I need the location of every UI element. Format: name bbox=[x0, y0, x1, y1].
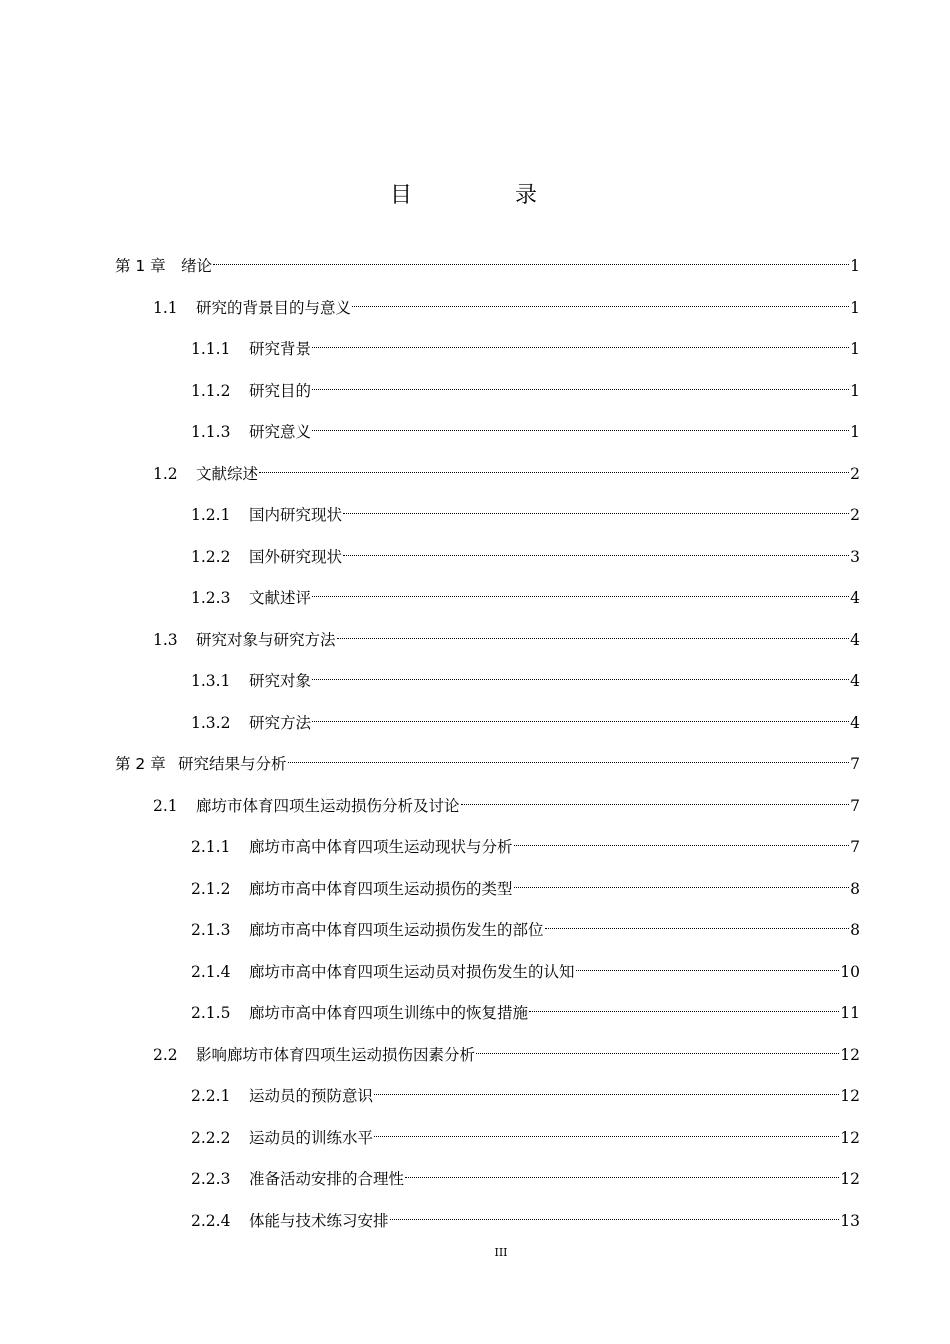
toc-entry[interactable] bbox=[191, 660, 860, 690]
page-number-footer: III bbox=[494, 1246, 508, 1259]
toc-entry-number: 1.3.2 bbox=[191, 713, 231, 732]
toc-entry-number: 1.3 bbox=[153, 630, 178, 649]
toc-entry-page: 4 bbox=[850, 630, 860, 649]
toc-dot-leader bbox=[461, 785, 850, 811]
toc-entry[interactable] bbox=[153, 785, 860, 815]
toc-entry-title: 国内研究现状 bbox=[249, 506, 343, 524]
toc-entry-number: 2.2.3 bbox=[191, 1170, 231, 1188]
toc-entry-title: 研究背景 bbox=[249, 340, 312, 358]
toc-dot-leader bbox=[405, 1158, 839, 1184]
toc-entry-page: 12 bbox=[840, 1170, 860, 1188]
toc-dot-leader bbox=[390, 1200, 840, 1226]
toc-dot-leader bbox=[312, 370, 849, 396]
toc-title: 目 录 bbox=[390, 183, 585, 208]
toc-dot-leader bbox=[312, 577, 849, 603]
toc-entry-title: 绪论 bbox=[181, 257, 213, 275]
toc-entry-page: 12 bbox=[840, 1087, 860, 1105]
toc-entry-number: 第 2 章 bbox=[115, 755, 166, 773]
toc-entry[interactable] bbox=[115, 743, 860, 773]
toc-entry-title: 影响廊坊市体育四项生运动损伤因素分析 bbox=[196, 1045, 476, 1064]
toc-entry-title: 体能与技术练习安排 bbox=[249, 1211, 389, 1230]
toc-entry-title: 廊坊市高中体育四项生运动现状与分析 bbox=[249, 838, 513, 856]
toc-entry-page: 4 bbox=[850, 589, 860, 607]
toc-entry-title: 廊坊市高中体育四项生运动损伤的类型 bbox=[249, 879, 513, 898]
toc-entry[interactable] bbox=[153, 1034, 860, 1064]
toc-entry-title: 廊坊市高中体育四项生运动损伤发生的部位 bbox=[249, 921, 544, 939]
toc-entry-number: 1.2.2 bbox=[191, 547, 231, 566]
toc-entry-number: 1.2 bbox=[153, 464, 178, 483]
toc-entry[interactable] bbox=[191, 1117, 860, 1147]
toc-entry-number: 2.1.3 bbox=[191, 921, 231, 939]
toc-entry-title: 研究对象 bbox=[249, 672, 312, 690]
toc-entry[interactable] bbox=[191, 826, 860, 856]
toc-dot-leader bbox=[337, 619, 850, 645]
toc-dot-leader bbox=[343, 494, 849, 520]
toc-entry-page: 2 bbox=[850, 506, 860, 524]
toc-entry-page: 1 bbox=[850, 298, 860, 317]
toc-entry-title: 研究目的 bbox=[249, 381, 312, 400]
toc-entry-page: 1 bbox=[850, 257, 860, 275]
toc-entry-number: 2.2 bbox=[153, 1045, 178, 1064]
toc-dot-leader bbox=[312, 411, 849, 437]
toc-entry[interactable] bbox=[191, 702, 860, 732]
toc-dot-leader bbox=[514, 826, 850, 852]
toc-entry[interactable] bbox=[191, 536, 860, 566]
toc-entry-title: 廊坊市高中体育四项生运动员对损伤发生的认知 bbox=[249, 962, 575, 981]
toc-entry-page: 4 bbox=[850, 672, 860, 690]
toc-entry[interactable] bbox=[191, 577, 860, 607]
toc-entry[interactable] bbox=[191, 328, 860, 358]
toc-entry-number: 第 1 章 bbox=[115, 257, 166, 275]
toc-entry-page: 7 bbox=[850, 838, 860, 856]
toc-dot-leader bbox=[259, 453, 849, 479]
toc-entry-page: 8 bbox=[850, 879, 860, 898]
toc-entry[interactable] bbox=[153, 287, 860, 317]
toc-entry-title: 廊坊市体育四项生运动损伤分析及讨论 bbox=[196, 796, 460, 815]
toc-entry-number: 1.1.2 bbox=[191, 381, 231, 400]
toc-entry-title: 研究结果与分析 bbox=[178, 755, 287, 773]
toc-entry[interactable] bbox=[191, 992, 860, 1022]
toc-entry[interactable] bbox=[153, 453, 860, 483]
toc-entry-page: 8 bbox=[850, 921, 860, 939]
toc-entry-number: 1.2.1 bbox=[191, 506, 231, 524]
toc-dot-leader bbox=[374, 1075, 839, 1101]
toc-entry-page: 2 bbox=[850, 464, 860, 483]
toc-dot-leader bbox=[213, 245, 849, 271]
toc-entry-title: 研究方法 bbox=[249, 713, 312, 732]
toc-entry-title: 研究对象与研究方法 bbox=[196, 630, 336, 649]
toc-dot-leader bbox=[374, 1117, 839, 1143]
toc-entry-page: 13 bbox=[840, 1211, 860, 1230]
toc-entry-title: 国外研究现状 bbox=[249, 547, 343, 566]
toc-entry-number: 2.1.1 bbox=[191, 838, 231, 856]
toc-entry-page: 12 bbox=[840, 1128, 860, 1147]
toc-dot-leader bbox=[476, 1034, 839, 1060]
toc-entry[interactable] bbox=[191, 1075, 860, 1105]
toc-entry-number: 1.3.1 bbox=[191, 672, 231, 690]
toc-dot-leader bbox=[352, 287, 849, 313]
toc-entry-title: 文献综述 bbox=[196, 464, 259, 483]
toc-entry-page: 10 bbox=[840, 962, 860, 981]
toc-entry-number: 2.1.5 bbox=[191, 1004, 231, 1022]
toc-entry[interactable] bbox=[191, 1200, 860, 1230]
toc-entry-title: 廊坊市高中体育四项生训练中的恢复措施 bbox=[249, 1004, 529, 1022]
toc-dot-leader bbox=[529, 992, 839, 1018]
toc-entry[interactable] bbox=[191, 909, 860, 939]
toc-entry-page: 1 bbox=[850, 381, 860, 400]
toc-entry-page: 3 bbox=[850, 547, 860, 566]
toc-dot-leader bbox=[288, 743, 850, 769]
toc-entry[interactable] bbox=[191, 951, 860, 981]
toc-entry-page: 7 bbox=[850, 755, 860, 773]
toc-entry-number: 1.1 bbox=[153, 298, 178, 317]
toc-entry-number: 2.2.2 bbox=[191, 1128, 231, 1147]
toc-entry-title: 准备活动安排的合理性 bbox=[249, 1170, 405, 1188]
toc-entry-title: 运动员的训练水平 bbox=[249, 1128, 374, 1147]
toc-entry[interactable] bbox=[191, 494, 860, 524]
toc-dot-leader bbox=[545, 909, 850, 935]
toc-entry-page: 1 bbox=[850, 423, 860, 441]
toc-entry-number: 2.1 bbox=[153, 796, 178, 815]
toc-entry-number: 1.1.1 bbox=[191, 340, 231, 358]
toc-entry[interactable] bbox=[191, 1158, 860, 1188]
toc-entry[interactable] bbox=[191, 370, 860, 400]
toc-entry-title: 运动员的预防意识 bbox=[249, 1087, 374, 1105]
toc-entry-number: 2.1.2 bbox=[191, 879, 231, 898]
toc-entry-page: 11 bbox=[840, 1004, 860, 1022]
toc-entry-title: 研究的背景目的与意义 bbox=[196, 298, 352, 317]
toc-entry[interactable] bbox=[153, 619, 860, 649]
toc-dot-leader bbox=[576, 951, 840, 977]
toc-entry-number: 1.2.3 bbox=[191, 589, 231, 607]
toc-entry-page: 12 bbox=[840, 1045, 860, 1064]
toc-entry-page: 1 bbox=[850, 340, 860, 358]
toc-dot-leader bbox=[312, 328, 849, 354]
toc-entry-page: 7 bbox=[850, 796, 860, 815]
toc-entry[interactable] bbox=[191, 411, 860, 441]
toc-entry[interactable] bbox=[191, 868, 860, 898]
toc-dot-leader bbox=[312, 702, 849, 728]
toc-entry-number: 1.1.3 bbox=[191, 423, 231, 441]
toc-entry-number: 2.1.4 bbox=[191, 962, 231, 981]
toc-dot-leader bbox=[514, 868, 850, 894]
toc-entry-page: 4 bbox=[850, 713, 860, 732]
toc-dot-leader bbox=[343, 536, 849, 562]
toc-entry-title: 研究意义 bbox=[249, 423, 312, 441]
toc-entry-number: 2.2.1 bbox=[191, 1087, 231, 1105]
toc-entry-number: 2.2.4 bbox=[191, 1211, 231, 1230]
toc-dot-leader bbox=[312, 660, 849, 686]
toc-entry-title: 文献述评 bbox=[249, 589, 312, 607]
toc-entry[interactable] bbox=[115, 245, 860, 275]
